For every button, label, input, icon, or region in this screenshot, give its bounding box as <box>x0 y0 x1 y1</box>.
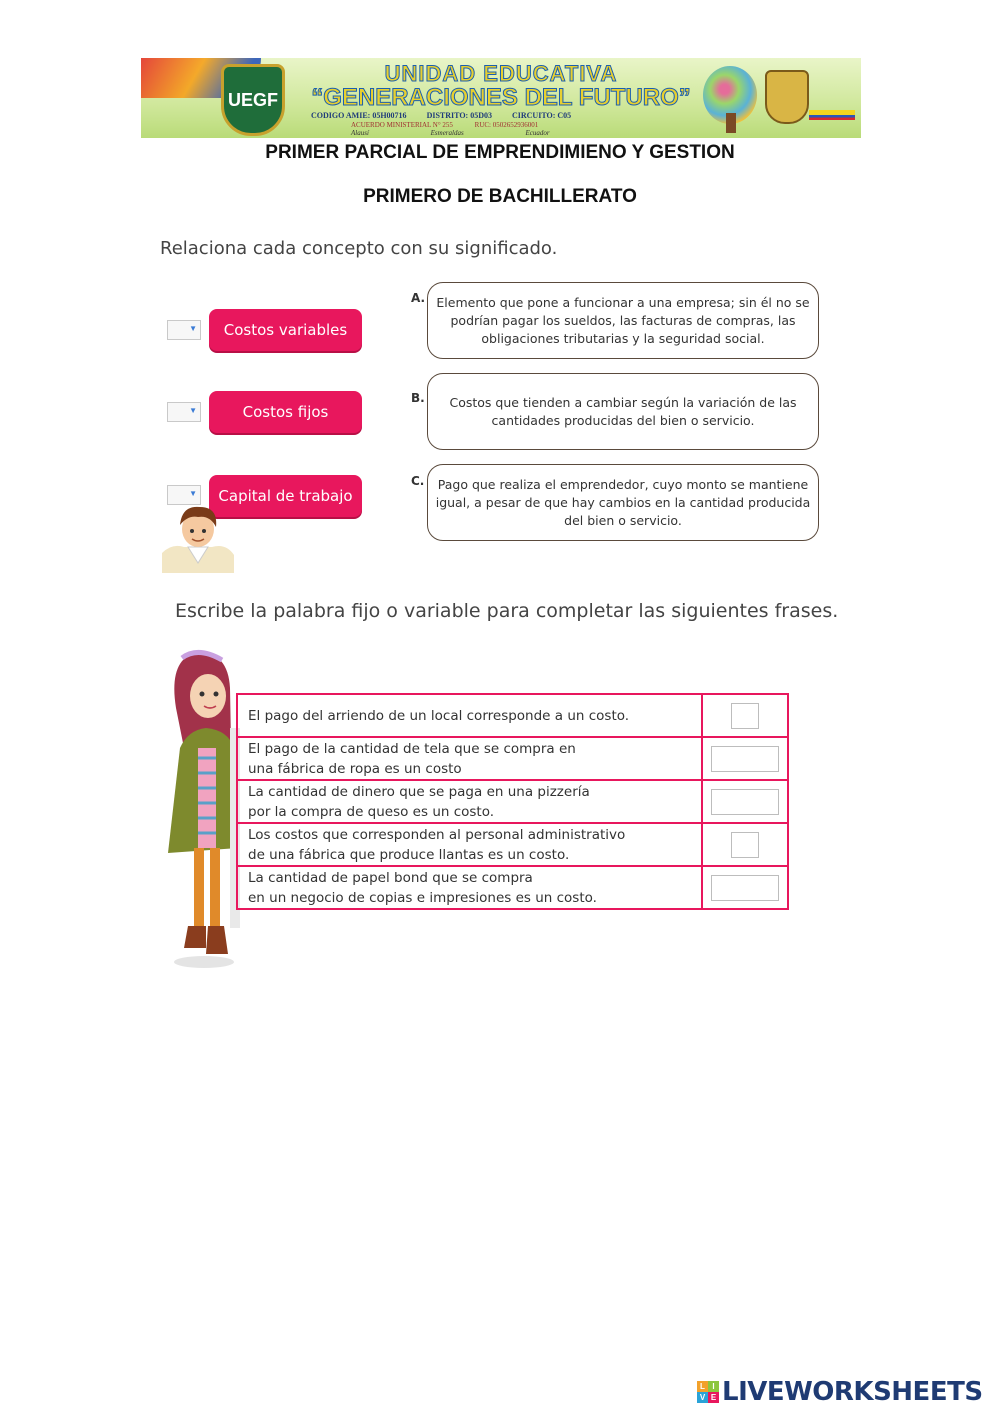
answer-select-2[interactable] <box>167 402 201 422</box>
table-row <box>237 823 788 866</box>
school-shield-logo: UEGF <box>221 64 285 136</box>
row-text-line: por la compra de queso es un costo. <box>248 803 495 820</box>
banner-codes-2 <box>351 121 651 129</box>
ruc: RUC: 0502652936001 <box>474 121 539 129</box>
place: Alausí <box>351 129 369 137</box>
definition-box <box>427 464 819 541</box>
table-cell-text <box>237 737 702 780</box>
definition-letter: B. <box>411 391 425 405</box>
school-banner <box>141 58 861 138</box>
table-cell-answer <box>702 780 788 823</box>
row-text-line: El pago de la cantidad de tela que se compra en <box>248 740 576 757</box>
definition-letter: C. <box>411 474 425 488</box>
row-text-line: Los costos que corresponden al personal administrativo <box>248 826 626 843</box>
answer-input-4[interactable] <box>731 832 759 858</box>
answer-select-1[interactable] <box>167 320 201 340</box>
banner-title-2: “GENERACIONES DEL FUTURO” <box>311 84 691 111</box>
row-text-line: La cantidad de papel bond que se compra <box>248 869 533 886</box>
table-cell-answer <box>702 823 788 866</box>
banner-places <box>351 129 651 137</box>
row-text-line: una fábrica de ropa es un costo <box>248 760 462 777</box>
fill-in-table <box>236 693 789 910</box>
table-cell-answer <box>702 737 788 780</box>
circuito: CIRCUITO: C05 <box>511 111 572 120</box>
definition-letter: A. <box>411 291 426 305</box>
definition-text: Costos que tienden a cambiar según la variación de las cantidades producidas del bien o servicio. <box>449 394 797 428</box>
definition-text: Pago que realiza el emprendedor, cuyo monto se mantiene igual, a pesar de que hay cambios en la cantidad producida del bien o servicio. <box>435 476 811 528</box>
chevron-down-icon: ▼ <box>189 324 197 333</box>
page-title: PRIMER PARCIAL DE EMPRENDIMIENO Y GESTION <box>265 142 735 163</box>
answer-input-2[interactable] <box>711 746 779 772</box>
coat-of-arms-icon <box>765 70 809 124</box>
liveworksheets-icon: L I V E <box>697 1381 719 1403</box>
answer-select-3[interactable] <box>167 485 201 505</box>
boy-illustration <box>162 503 234 573</box>
table-cell-text <box>237 780 702 823</box>
table-cell-text <box>237 694 702 737</box>
table-row <box>237 866 788 909</box>
place: Esmeraldas <box>430 129 464 137</box>
answer-input-5[interactable] <box>711 875 779 901</box>
banner-codes <box>311 111 671 120</box>
acuerdo: ACUERDO MINISTERIAL N° 255 <box>351 121 453 129</box>
row-text-line: La cantidad de dinero que se paga en una pizzería <box>248 783 590 800</box>
concept-costos-variables: Costos variables <box>209 309 362 351</box>
concept-capital-de-trabajo: Capital de trabajo <box>209 475 362 517</box>
definition-box <box>427 282 819 359</box>
table-cell-answer <box>702 694 788 737</box>
distrito: DISTRITO: 05D03 <box>426 111 492 120</box>
definition-box <box>427 373 819 450</box>
banner-title-1: UNIDAD EDUCATIVA <box>384 61 618 86</box>
girl-illustration <box>158 648 240 970</box>
answer-input-3[interactable] <box>711 789 779 815</box>
ecuador-flag-icon <box>809 110 855 120</box>
table-cell-text <box>237 866 702 909</box>
concept-costos-fijos: Costos fijos <box>209 391 362 433</box>
row-text-line: en un negocio de copias e impresiones es un costo. <box>248 889 597 906</box>
table-cell-answer <box>702 866 788 909</box>
page-subtitle: PRIMERO DE BACHILLERATO <box>363 186 637 207</box>
instruction-complete: Escribe la palabra fijo o variable para completar las siguientes frases. <box>175 600 839 622</box>
brand-name: LIVEWORKSHEETS <box>722 1377 983 1407</box>
chevron-down-icon: ▼ <box>189 489 197 498</box>
table-cell-text <box>237 823 702 866</box>
row-text-line: de una fábrica que produce llantas es un costo. <box>248 846 570 863</box>
answer-input-1[interactable] <box>731 703 759 729</box>
table-row <box>237 694 788 737</box>
place: Ecuador <box>525 129 550 137</box>
definition-text: Elemento que pone a funcionar a una empresa; sin él no se podrían pagar los sueldos, las facturas de compras, las obligaciones tributarias y la seguridad social. <box>436 294 810 346</box>
codigo-amie: CODIGO AMIE: 05H00716 <box>311 111 407 120</box>
tree-trunk <box>726 113 736 133</box>
liveworksheets-logo <box>697 1377 983 1407</box>
row-text-line: El pago del arriendo de un local corresponde a un costo. <box>248 707 630 724</box>
instruction-match: Relaciona cada concepto con su significado. <box>160 238 558 259</box>
table-row <box>237 737 788 780</box>
chevron-down-icon: ▼ <box>189 406 197 415</box>
table-row <box>237 780 788 823</box>
